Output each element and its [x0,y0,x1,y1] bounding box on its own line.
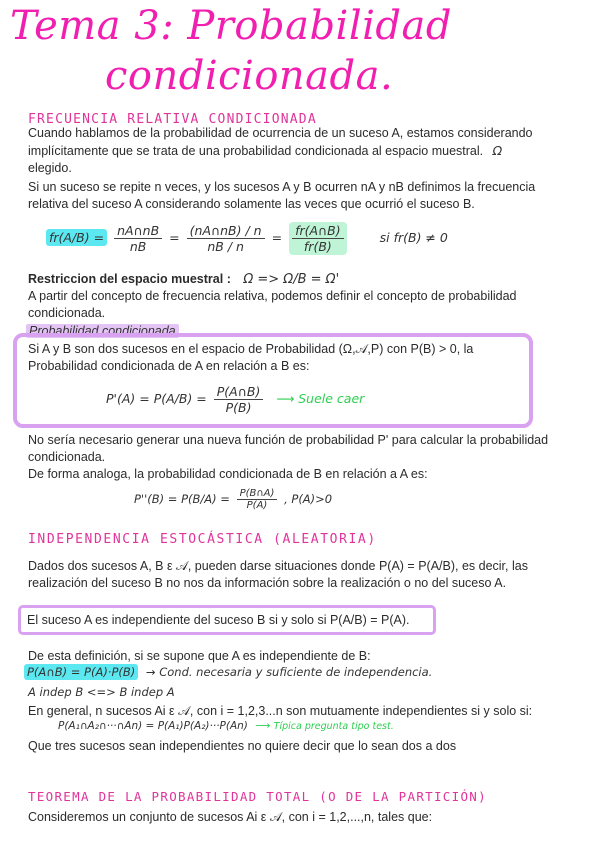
arrow-icon: ⟶ [255,720,271,732]
frecuencia-paragraph-1 [28,125,576,177]
independencia-paragraph-3: En general, n sucesos Ai ε 𝒜, con i = 1,2,3...n son mutuamente independientes si y solo si: [28,704,533,718]
section-heading-frecuencia: FRECUENCIA RELATIVA CONDICIONADA [28,112,317,127]
product-rule-note: → Cond. necesaria y suficiente de independencia. [145,665,433,679]
fraction-1-num: nA∩nB [114,223,162,239]
fraction-1-den: nB [129,239,147,254]
title-line-1: Tema 3: Probabilidad [10,3,452,49]
teorema-paragraph-1: Consideremos un conjunto de sucesos Ai ε 𝒜, con i = 1,2,...,n, tales que: [28,810,433,824]
restriccion-handwritten: Ω => Ω/B = Ω' [243,272,340,287]
indep-symmetric-line: A indep B <=> B indep A [28,685,175,699]
frecuencia-formula [46,222,448,255]
definition-box-text: Si A y B son dos sucesos en el espacio de Probabilidad (Ω,𝒜,P) con P(B) > 0, la Probabilidad condicionada de A en relación a B es: [28,342,474,373]
independencia-paragraph-4: Que tres sucesos sean independientes no quiere decir que lo sean dos a dos [28,739,457,753]
independencia-paragraph-1: Dados dos sucesos A, B ε 𝒜, pueden darse situaciones donde P(A) = P(A/B), es decir, las realización del suceso B no nos da información sobre la realización o no del suceso A. [28,559,528,590]
box-note: Suele caer [298,391,365,406]
restriccion-heading-line [28,270,339,288]
omega-symbol: Ω [492,143,503,158]
box-formula-lhs: P'(A) = P(A/B) = [106,391,207,406]
title-line-2: condicionada. [105,53,394,99]
equals-1: = [169,230,180,245]
formula-condition: si fr(B) ≠ 0 [379,230,448,245]
fraction-1 [114,223,162,254]
product-rule-formula: P(A∩B) = P(A)·P(B) [24,664,138,680]
formula2-fraction [237,488,278,511]
fraction-3-den: fr(B) [303,239,332,254]
frecuencia-p1-end: elegido. [28,161,72,175]
mutual-independence-formula [58,720,394,732]
formula-b-given-a [134,488,332,511]
fraction-3 [289,222,347,255]
restriccion-paragraph-1: A partir del concepto de frecuencia relativa, podemos definir el concepto de probabilidad condicionada. [28,289,517,320]
frecuencia-p1-text: Cuando hablamos de la probabilidad de ocurrencia de un suceso A, estamos considerando implícitamente que se trata de una probabilidad condicionada al espacio muestral. [28,126,533,158]
mutual-formula-note: Típica pregunta tipo test. [273,721,394,732]
restriccion-paragraph-3: De forma analoga, la probabilidad condicionada de B en relación a A es: [28,467,428,481]
definition-box-formula [106,384,364,415]
equals-2: = [271,230,283,245]
frecuencia-paragraph-2: Si un suceso se repite n veces, y los sucesos A y B ocurren nA y nB definimos la frecuencia relativa del suceso A considerando solamente las veces que ocurrió el suceso B. [28,180,536,211]
formula-lhs: fr(A/B) = [46,229,107,246]
fraction-2-num: (nA∩nB) / n [187,223,265,239]
fraction-2 [187,223,265,254]
box-fraction-num: P(A∩B) [214,384,264,400]
fraction-3-num: fr(A∩B) [292,223,344,239]
formula2-num: P(B∩A) [237,488,278,500]
box-fraction [214,384,264,415]
section-heading-teorema: TEOREMA DE LA PROBABILIDAD TOTAL (O DE LA PARTICIÓN) [28,789,487,804]
formula2-lhs: P''(B) = P(B/A) = [134,492,230,506]
mutual-formula-text: P(A₁∩A₂∩···∩An) = P(A₁)P(A₂)···P(An) [58,720,248,732]
independence-formula-line [24,665,432,679]
subheading-text: Probabilidad condicionada [26,324,179,338]
independencia-paragraph-2: De esta definición, si se supone que A es independiente de B: [28,649,371,663]
box-fraction-den: P(B) [225,400,252,415]
restriccion-paragraph-2: No sería necesario generar una nueva función de probabilidad P' para calcular la probabilidad condicionada. [28,433,549,464]
formula2-condition: , P(A)>0 [284,492,333,506]
formula2-den: P(A) [246,500,268,511]
section-heading-independencia: INDEPENDENCIA ESTOCÁSTICA (ALEATORIA) [28,532,377,547]
restriccion-heading: Restriccion del espacio muestral : [28,272,231,286]
independence-box-text: El suceso A es independiente del suceso B si y solo si P(A/B) = P(A). [27,613,410,627]
arrow-icon: ⟶ [276,391,295,406]
fraction-2-den: nB / n [207,239,244,254]
